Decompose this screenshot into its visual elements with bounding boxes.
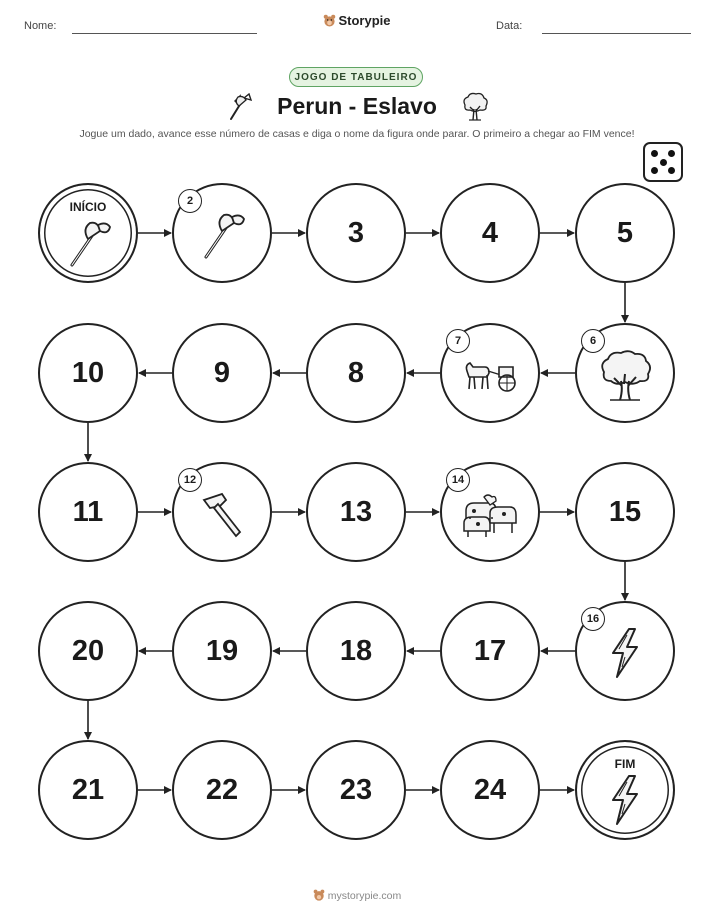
square-number: 4 <box>481 216 499 249</box>
board-square <box>440 183 540 283</box>
lightning-icon <box>605 627 645 684</box>
square-number: 20 <box>71 634 105 667</box>
board-square <box>38 601 138 701</box>
bear-logo-icon <box>313 889 325 901</box>
start-square <box>38 183 138 283</box>
board-square <box>38 323 138 423</box>
board-square <box>440 462 540 562</box>
end-label: FIM <box>614 757 636 771</box>
brand-name: Storypie <box>338 13 391 28</box>
square-number-badge: 14 <box>446 468 470 492</box>
page-title: Perun - Eslavo <box>277 93 437 119</box>
board-square <box>440 740 540 840</box>
square-number-badge: 2 <box>178 189 202 213</box>
board-square <box>440 323 540 423</box>
square-number: 18 <box>339 634 373 667</box>
square-number: 23 <box>339 773 373 806</box>
footer <box>0 889 714 902</box>
board-square <box>306 740 406 840</box>
square-number-badge: 6 <box>581 329 605 353</box>
board-square <box>172 183 272 283</box>
footer-url[interactable]: mystorypie.com <box>327 890 402 902</box>
board-square <box>306 323 406 423</box>
square-number: 10 <box>71 356 105 389</box>
square-number: 11 <box>72 495 104 528</box>
square-number-badge: 7 <box>446 329 470 353</box>
square-number: 24 <box>473 773 507 806</box>
board-square <box>172 740 272 840</box>
square-number: 8 <box>347 356 365 389</box>
square-number: 5 <box>616 216 634 249</box>
board-square <box>38 740 138 840</box>
square-number: 19 <box>205 634 239 667</box>
square-number-badge: 16 <box>581 607 605 631</box>
lightning-icon <box>605 774 645 831</box>
board-square <box>306 462 406 562</box>
cattle-icon <box>460 489 520 544</box>
end-square <box>575 740 675 840</box>
name-label: Nome: <box>24 20 57 32</box>
board-square <box>575 462 675 562</box>
axe-icon <box>194 207 250 268</box>
game-type-badge: JOGO DE TABULEIRO <box>289 67 423 87</box>
square-number: 13 <box>339 495 373 528</box>
board-square <box>440 601 540 701</box>
board-square <box>172 323 272 423</box>
board-square <box>306 601 406 701</box>
board-square <box>38 462 138 562</box>
board-square <box>172 601 272 701</box>
start-label: INÍCIO <box>69 200 107 214</box>
board-square <box>172 462 272 562</box>
square-number-badge: 12 <box>178 468 202 492</box>
board-square <box>575 183 675 283</box>
square-number: 17 <box>473 634 507 667</box>
instructions: Jogue um dado, avance esse número de casas e diga o nome da figura onde parar. O primeiro a chegar ao FIM vence! <box>79 128 635 140</box>
horse-cart-icon <box>461 355 519 400</box>
square-number: 15 <box>608 495 642 528</box>
square-number: 3 <box>347 216 365 249</box>
board-square <box>306 183 406 283</box>
hammer-icon <box>194 486 250 547</box>
square-number: 9 <box>213 356 231 389</box>
square-number: 22 <box>205 773 239 806</box>
date-label: Data: <box>496 20 523 32</box>
square-number: 21 <box>71 773 105 806</box>
board-square <box>575 601 675 701</box>
oak-tree-icon <box>596 348 654 407</box>
board-square <box>575 323 675 423</box>
axe-icon <box>60 215 116 276</box>
